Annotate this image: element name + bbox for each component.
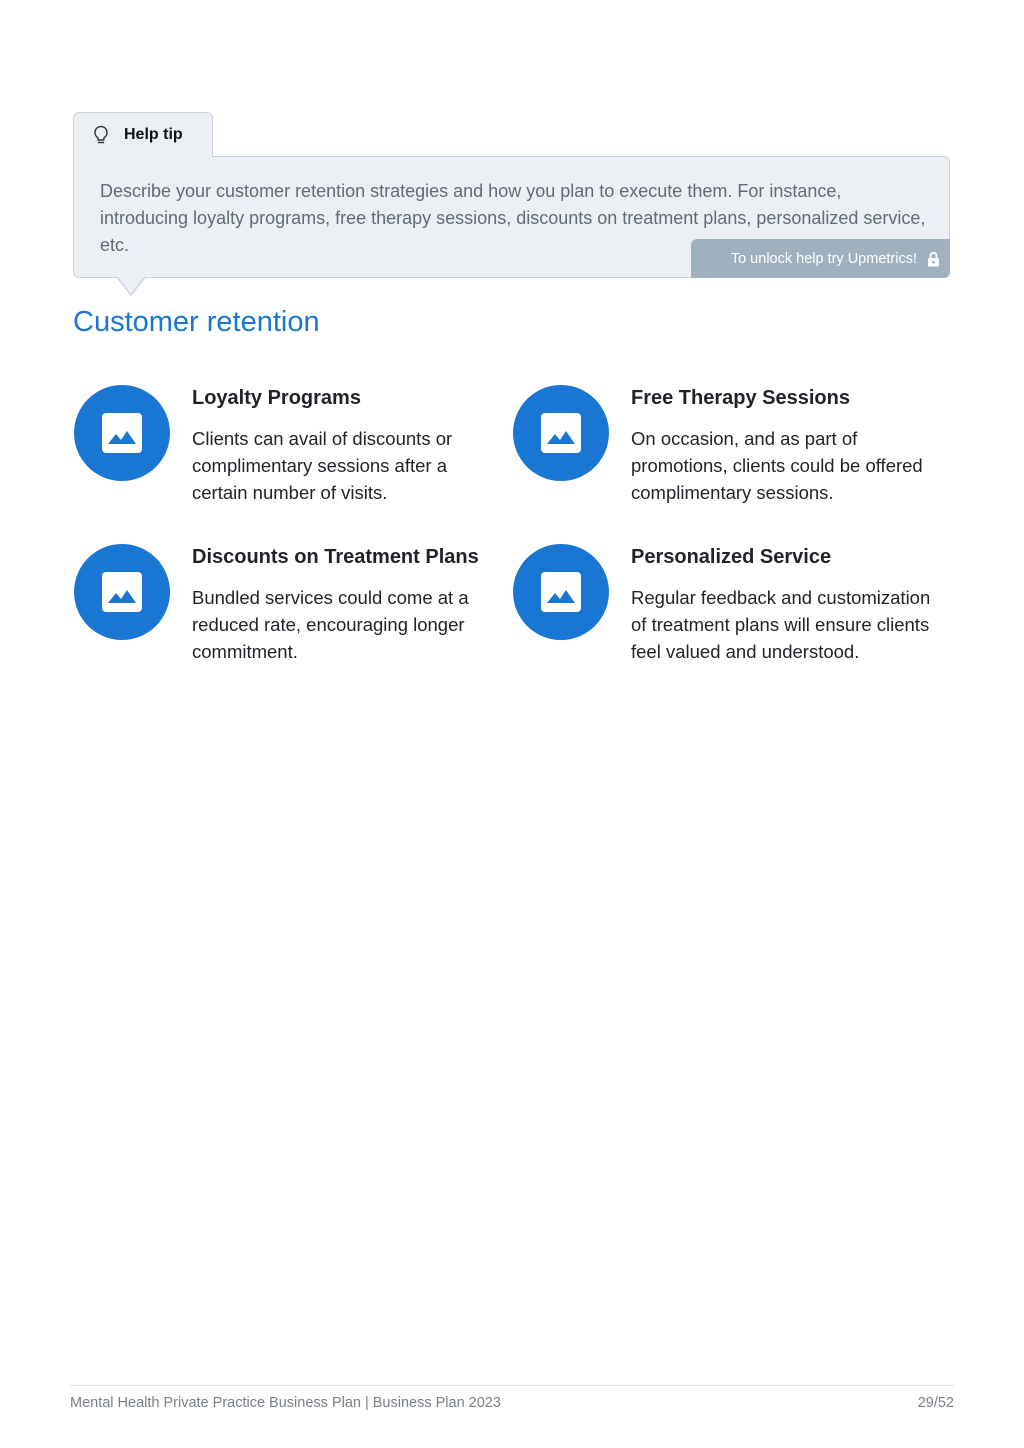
item-icon-circle [74,544,170,640]
section-title: Customer retention [73,306,320,338]
image-placeholder-icon [541,572,581,612]
item-title: Loyalty Programs [192,387,361,409]
help-tip-pointer-fill [117,276,145,294]
image-placeholder-icon [102,572,142,612]
item-description: Regular feedback and customization of treatment plans will ensure clients feel valued and understood. [631,587,931,662]
image-placeholder-icon [102,413,142,453]
item-description: Clients can avail of discounts or complimentary sessions after a certain number of visits. [192,428,453,503]
unlock-help-button[interactable] [691,239,950,278]
unlock-help-label: To unlock help try Upmetrics! [730,250,917,267]
help-tip-label: Help tip [124,126,183,143]
help-tip-box [73,156,950,278]
footer-document-title: Mental Health Private Practice Business Plan | Business Plan 2023 [70,1395,501,1411]
item-title: Discounts on Treatment Plans [192,546,479,568]
item-description: Bundled services could come at a reduced rate, encouraging longer commitment. [192,587,469,662]
lightbulb-icon [92,125,110,145]
lock-icon [927,251,940,267]
help-tip-tab[interactable] [73,112,213,157]
item-icon-circle [513,544,609,640]
item-icon-circle [74,385,170,481]
item-title: Free Therapy Sessions [631,387,850,409]
item-description: On occasion, and as part of promotions, clients could be offered complimentary sessions. [631,428,923,503]
help-tip-text: Describe your customer retention strategies and how you plan to execute them. For instance, introducing loyalty programs, free therapy sessions, discounts on treatment plans, personalized service, etc. [100,181,926,255]
item-icon-circle [513,385,609,481]
footer-divider [70,1385,954,1386]
image-placeholder-icon [541,413,581,453]
footer-page-number: 29/52 [917,1395,954,1411]
item-title: Personalized Service [631,546,832,568]
